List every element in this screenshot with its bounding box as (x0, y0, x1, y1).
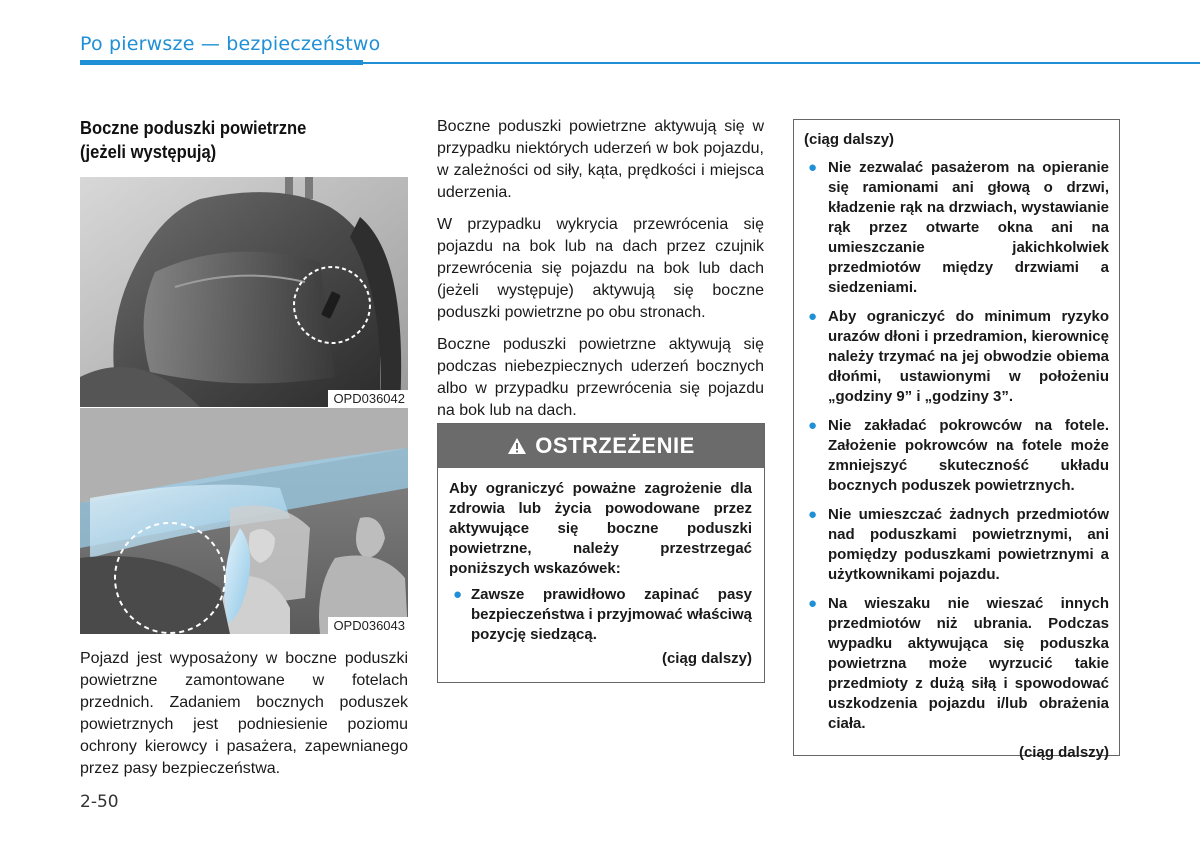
list-item-text: Aby ograniczyć do minimum ryzyko urazów dłoni i przedramion, kierownicę należy trzymać na jej obwodzie obiema dłońmi, ustawionymi w położeniu „godziny 9” i „godziny 3”. (828, 308, 1109, 405)
section-heading-line1: Boczne poduszki powietrzne (80, 118, 307, 138)
warning-body (438, 468, 764, 669)
intro-paragraph: Pojazd jest wyposażony w boczne poduszki powietrzne zamontowane w fotelach przednich. Zadaniem bocznych poduszek powietrznych jest podniesienie poziomu ochrony kierowcy i pasażera, zapewnianego przez pasy bezpieczeństwa. (80, 650, 408, 777)
figure-seat-airbag (80, 177, 408, 407)
warning-title: OSTRZEŻENIE (535, 433, 695, 458)
list-item-text: Nie umieszczać żadnych przedmiotów nad poduszkami powietrznymi, ani pomiędzy poduszkami powietrznymi a użytkownikami pojazdu. (828, 506, 1109, 583)
list-item (804, 505, 1109, 585)
figure-code: OPD036043 (328, 617, 408, 634)
column-left (80, 116, 408, 164)
bullet-dot-icon: ● (808, 417, 818, 434)
warning-bullet (449, 585, 752, 645)
list-item-text: Nie zezwalać pasażerom na opieranie się ramionami ani głową o drzwi, kładzenie rąk na drzwiach, wystawianie rąk przez otwarte okna ani na umieszczanie jakichkolwiek przedmiotów między drzwiami a siedzeniami. (828, 159, 1109, 296)
header-rule (363, 62, 1200, 64)
list-item-text: Nie zakładać pokrowców na fotele. Założenie pokrowców na fotele może zmniejszyć skuteczność układu bocznych poduszek powietrznych. (828, 417, 1109, 494)
paragraph: Boczne poduszki powietrzne aktywują się podczas niebezpiecznych uderzeń bocznych albo w przypadku przewrócenia się pojazdu na bok lub na dach. (437, 336, 764, 419)
list-item (804, 594, 1109, 734)
continued-label-bottom: (ciąg dalszy) (1018, 744, 1109, 761)
column-middle (437, 116, 764, 432)
warning-header (438, 424, 764, 468)
warning-intro: Aby ograniczyć poważne zagrożenie dla zdrowia lub życia powodowane przez aktywujące się boczne poduszki powietrzne, należy przestrzegać poniższych wskazówek: (449, 480, 752, 577)
page-number: 2-50 (80, 792, 119, 812)
list-item (804, 416, 1109, 496)
cabin-illustration (80, 408, 408, 634)
bullet-dot-icon: ● (808, 159, 818, 176)
figure-cabin-airbag (80, 408, 408, 634)
list-item (804, 307, 1109, 407)
continued-label-top: (ciąg dalszy) (804, 131, 895, 148)
warning-continuation-box (793, 119, 1120, 761)
paragraph: Boczne poduszki powietrzne aktywują się w przypadku niektórych uderzeń w bok pojazdu, w zależności od siły, kąta, prędkości i miejsca uderzenia. (437, 118, 764, 201)
list-item-text: Na wieszaku nie wieszać innych przedmiotów niż ubrania. Podczas wypadku aktywująca się poduszka powietrzna może wyrzucić takie przedmioty z dużą siłą i spowodować uszkodzenia pojazdu i/lub obrażenia ciała. (828, 595, 1109, 732)
section-heading (80, 116, 382, 164)
bullet-dot-icon: ● (808, 595, 818, 612)
figure-code: OPD036042 (328, 390, 408, 407)
seat-illustration (80, 177, 408, 407)
section-header-title: Po pierwsze — bezpieczeństwo (80, 33, 381, 55)
bullet-dot-icon: ● (808, 308, 818, 325)
bullet-dot-icon: ● (808, 506, 818, 523)
warning-box (437, 423, 765, 683)
section-heading-line2: (jeżeli występują) (80, 142, 217, 162)
header-rule-accent (80, 60, 363, 65)
paragraph: W przypadku wykrycia przewrócenia się pojazdu na bok lub na dach przez czujnik przewrócenia się pojazdu na bok lub dach (jeżeli występuje) aktywują się boczne poduszki powietrzne po obu stronach. (437, 216, 764, 321)
warning-bullet-text: Zawsze prawidłowo zapinać pasy bezpieczeństwa i przyjmować właściwą pozycję siedzącą. (471, 586, 752, 643)
warning-continued: (ciąg dalszy) (661, 650, 752, 667)
list-item (804, 158, 1109, 298)
bullet-dot-icon: ● (453, 586, 463, 603)
warning-triangle-icon (507, 437, 527, 455)
